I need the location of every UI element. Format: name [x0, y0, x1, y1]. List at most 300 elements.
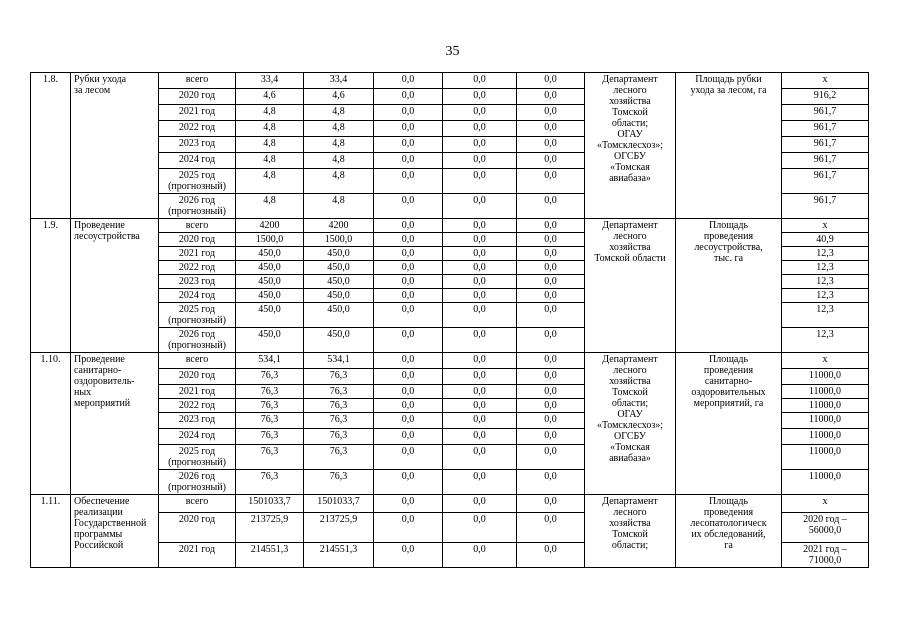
indicator-name-line: оздоровительных — [691, 387, 766, 398]
executor-line: Томской — [612, 529, 648, 540]
regional-value: 0,0 — [374, 495, 443, 513]
local-value: 0,0 — [443, 261, 517, 275]
federal-value: 534,1 — [304, 353, 374, 369]
period — [159, 470, 236, 495]
extrabudget-value: 0,0 — [517, 353, 585, 369]
period-line: 2021 год — [178, 106, 216, 117]
extrabudget-value: 0,0 — [517, 153, 585, 169]
period — [159, 73, 236, 89]
indicator-name-line: проведения — [703, 231, 754, 242]
indicator-value: 11000,0 — [782, 445, 869, 470]
total-value: 4,8 — [236, 121, 304, 137]
total-value: 33,4 — [236, 73, 304, 89]
local-value: 0,0 — [443, 353, 517, 369]
regional-value: 0,0 — [374, 261, 443, 275]
extrabudget-value: 0,0 — [517, 121, 585, 137]
executor-line: авиабаза» — [609, 173, 651, 184]
activity-name-line: мероприятий — [74, 398, 131, 409]
indicator-value-line: 71000,0 — [808, 555, 842, 566]
total-value: 76,3 — [236, 369, 304, 385]
indicator-value: 11000,0 — [782, 470, 869, 495]
total-value: 1500,0 — [236, 233, 304, 247]
local-value: 0,0 — [443, 153, 517, 169]
federal-value: 76,3 — [304, 445, 374, 470]
extrabudget-value: 0,0 — [517, 328, 585, 353]
period-line: (прогнозный) — [168, 340, 226, 351]
period — [159, 121, 236, 137]
executor-line: Департамент — [602, 496, 658, 507]
federal-value: 450,0 — [304, 303, 374, 328]
total-value: 76,3 — [236, 385, 304, 399]
federal-value: 4,8 — [304, 169, 374, 194]
activity-name-line: программы — [74, 529, 123, 540]
regional-value: 0,0 — [374, 543, 443, 568]
federal-value: 76,3 — [304, 369, 374, 385]
federal-value: 4,8 — [304, 194, 374, 219]
federal-value: 213725,9 — [304, 513, 374, 543]
period-line: 2024 год — [178, 430, 216, 441]
local-value: 0,0 — [443, 413, 517, 429]
local-value: 0,0 — [443, 495, 517, 513]
executor-line: ОГАУ — [617, 409, 643, 420]
regional-value: 0,0 — [374, 445, 443, 470]
executor-line: лесного — [613, 365, 647, 376]
extrabudget-value: 0,0 — [517, 543, 585, 568]
indicator-value: 961,7 — [782, 137, 869, 153]
regional-value: 0,0 — [374, 353, 443, 369]
executor-line: «Томская — [610, 162, 650, 173]
period-line: 2022 год — [178, 400, 216, 411]
regional-value: 0,0 — [374, 303, 443, 328]
regional-value: 0,0 — [374, 328, 443, 353]
extrabudget-value: 0,0 — [517, 247, 585, 261]
period-line: (прогнозный) — [168, 181, 226, 192]
period-line: (прогнозный) — [168, 206, 226, 217]
period-line: 2020 год — [178, 514, 216, 525]
regional-value: 0,0 — [374, 194, 443, 219]
federal-value: 450,0 — [304, 247, 374, 261]
extrabudget-value: 0,0 — [517, 261, 585, 275]
local-value: 0,0 — [443, 219, 517, 233]
section-number: 1.11. — [31, 495, 71, 568]
period — [159, 105, 236, 121]
regional-value: 0,0 — [374, 153, 443, 169]
activity-name-line: Рубки ухода — [74, 74, 127, 85]
extrabudget-value: 0,0 — [517, 445, 585, 470]
total-value: 4,8 — [236, 137, 304, 153]
indicator-name-line: проведения — [703, 365, 754, 376]
activity-name — [71, 495, 159, 568]
local-value: 0,0 — [443, 169, 517, 194]
period-line: всего — [185, 220, 209, 231]
executor-line: хозяйства — [609, 96, 651, 107]
activity-name-line: ных — [74, 387, 92, 398]
period-line: 2026 год — [178, 329, 216, 340]
executor-line: «Томсклесхоз»; — [596, 420, 664, 431]
activity-name-line: лесоустройства — [74, 231, 140, 242]
period — [159, 247, 236, 261]
total-value: 76,3 — [236, 413, 304, 429]
indicator-value: 961,7 — [782, 121, 869, 137]
regional-value: 0,0 — [374, 219, 443, 233]
executor-line: лесного — [613, 507, 647, 518]
section-number: 1.8. — [31, 73, 71, 219]
activity-name-line: реализации — [74, 507, 123, 518]
federal-value: 450,0 — [304, 261, 374, 275]
executor-line: Томской — [612, 107, 648, 118]
regional-value: 0,0 — [374, 169, 443, 194]
executor-line: «Томсклесхоз»; — [596, 140, 664, 151]
extrabudget-value: 0,0 — [517, 303, 585, 328]
extrabudget-value: 0,0 — [517, 194, 585, 219]
total-value: 534,1 — [236, 353, 304, 369]
activity-name — [71, 73, 159, 219]
period-line: 2026 год — [178, 195, 216, 206]
activity-name — [71, 219, 159, 353]
indicator-value — [782, 495, 869, 513]
executor-line: хозяйства — [609, 242, 651, 253]
regional-value: 0,0 — [374, 385, 443, 399]
executor-line: области; — [611, 540, 649, 551]
executor — [585, 219, 676, 353]
federal-value: 4,8 — [304, 137, 374, 153]
period-line: 2022 год — [178, 262, 216, 273]
executor-line: Департамент — [602, 74, 658, 85]
indicator-value: 40,9 — [782, 233, 869, 247]
local-value: 0,0 — [443, 429, 517, 445]
executor-line: области; — [611, 118, 649, 129]
executor-line: Департамент — [602, 220, 658, 231]
indicator-name-line: санитарно- — [704, 376, 753, 387]
local-value: 0,0 — [443, 369, 517, 385]
indicator-value-line: 56000,0 — [808, 525, 842, 536]
activity-name-line: оздоровитель- — [74, 376, 135, 387]
indicator-value: 12,3 — [782, 261, 869, 275]
federal-value: 4200 — [304, 219, 374, 233]
indicator-value: x — [782, 73, 869, 89]
local-value: 0,0 — [443, 385, 517, 399]
total-value: 4,8 — [236, 194, 304, 219]
regional-value: 0,0 — [374, 89, 443, 105]
extrabudget-value: 0,0 — [517, 513, 585, 543]
local-value: 0,0 — [443, 89, 517, 105]
local-value: 0,0 — [443, 399, 517, 413]
local-value: 0,0 — [443, 105, 517, 121]
total-value: 4,8 — [236, 153, 304, 169]
activity-name-line: Государственной — [74, 518, 147, 529]
extrabudget-value: 0,0 — [517, 399, 585, 413]
indicator-value: 12,3 — [782, 303, 869, 328]
indicator-name — [676, 219, 782, 353]
period-line: (прогнозный) — [168, 315, 226, 326]
table-row — [31, 353, 869, 369]
total-value: 4,8 — [236, 169, 304, 194]
indicator-value: 11000,0 — [782, 385, 869, 399]
indicator-value: x — [782, 219, 869, 233]
total-value: 450,0 — [236, 275, 304, 289]
regional-value: 0,0 — [374, 275, 443, 289]
indicator-name-line: мероприятий, га — [693, 398, 764, 409]
period — [159, 353, 236, 369]
total-value: 4,8 — [236, 105, 304, 121]
executor-line: ОГСБУ — [613, 151, 646, 162]
regional-value: 0,0 — [374, 247, 443, 261]
period-line: (прогнозный) — [168, 457, 226, 468]
period-line: всего — [185, 354, 209, 365]
federal-value: 4,8 — [304, 105, 374, 121]
regional-value: 0,0 — [374, 399, 443, 413]
period-line: 2021 год — [178, 544, 216, 555]
indicator-value — [782, 543, 869, 568]
indicator-name-line: ухода за лесом, га — [690, 85, 767, 96]
executor-line: ОГАУ — [617, 129, 643, 140]
indicator-value — [782, 513, 869, 543]
table-body — [31, 73, 869, 568]
period-line: 2020 год — [178, 234, 216, 245]
period — [159, 303, 236, 328]
total-value: 4,6 — [236, 89, 304, 105]
period — [159, 169, 236, 194]
total-value: 450,0 — [236, 289, 304, 303]
federal-value: 76,3 — [304, 470, 374, 495]
indicator-name-line: лесопатологическ — [690, 518, 767, 529]
period — [159, 495, 236, 513]
indicator-value: 916,2 — [782, 89, 869, 105]
executor-line: «Томская — [610, 442, 650, 453]
indicator-value: x — [782, 353, 869, 369]
indicator-value: 961,7 — [782, 194, 869, 219]
activity-name — [71, 353, 159, 495]
period-line: 2022 год — [178, 122, 216, 133]
section-number: 1.10. — [31, 353, 71, 495]
extrabudget-value: 0,0 — [517, 169, 585, 194]
period-line: 2021 год — [178, 248, 216, 259]
local-value: 0,0 — [443, 303, 517, 328]
total-value: 1501033,7 — [236, 495, 304, 513]
period — [159, 445, 236, 470]
indicator-name-line: га — [724, 540, 733, 551]
indicator-value-line: 2020 год – — [803, 514, 847, 525]
activity-name-line: Российской — [74, 540, 124, 551]
federal-value: 450,0 — [304, 289, 374, 303]
indicator-name-line: Площадь — [709, 220, 748, 231]
period-line: 2023 год — [178, 276, 216, 287]
total-value: 76,3 — [236, 429, 304, 445]
indicator-value: 12,3 — [782, 328, 869, 353]
extrabudget-value: 0,0 — [517, 137, 585, 153]
total-value: 450,0 — [236, 328, 304, 353]
executor-line: лесного — [613, 85, 647, 96]
period-line: 2024 год — [178, 290, 216, 301]
period — [159, 289, 236, 303]
regional-value: 0,0 — [374, 73, 443, 89]
activity-name-line: Проведение — [74, 220, 125, 231]
regional-value: 0,0 — [374, 513, 443, 543]
federal-value: 76,3 — [304, 413, 374, 429]
period — [159, 137, 236, 153]
regional-value: 0,0 — [374, 121, 443, 137]
local-value: 0,0 — [443, 445, 517, 470]
federal-value: 1501033,7 — [304, 495, 374, 513]
period-line: 2021 год — [178, 386, 216, 397]
period-line: 2025 год — [178, 304, 216, 315]
period — [159, 153, 236, 169]
local-value: 0,0 — [443, 73, 517, 89]
period — [159, 219, 236, 233]
federal-value: 1500,0 — [304, 233, 374, 247]
extrabudget-value: 0,0 — [517, 233, 585, 247]
local-value: 0,0 — [443, 470, 517, 495]
activity-name-line: за лесом — [74, 85, 111, 96]
indicator-value: 12,3 — [782, 275, 869, 289]
indicator-name-line: Площадь рубки — [695, 74, 762, 85]
federal-value: 33,4 — [304, 73, 374, 89]
federal-value: 76,3 — [304, 385, 374, 399]
regional-value: 0,0 — [374, 429, 443, 445]
period — [159, 89, 236, 105]
total-value: 450,0 — [236, 261, 304, 275]
executor-line: области; — [611, 398, 649, 409]
table-row — [31, 73, 869, 89]
indicator-name-line: Площадь — [709, 496, 748, 507]
extrabudget-value: 0,0 — [517, 89, 585, 105]
activity-name-line: санитарно- — [74, 365, 122, 376]
period-line: 2025 год — [178, 170, 216, 181]
executor-line: хозяйства — [609, 376, 651, 387]
regional-value: 0,0 — [374, 137, 443, 153]
period-line: 2023 год — [178, 138, 216, 149]
local-value: 0,0 — [443, 233, 517, 247]
indicator-value: 12,3 — [782, 247, 869, 261]
federal-value: 76,3 — [304, 399, 374, 413]
local-value: 0,0 — [443, 289, 517, 303]
total-value: 214551,3 — [236, 543, 304, 568]
table-row — [31, 495, 869, 513]
executor-line: хозяйства — [609, 518, 651, 529]
period — [159, 513, 236, 543]
period-line: 2024 год — [178, 154, 216, 165]
executor-line: лесного — [613, 231, 647, 242]
regional-value: 0,0 — [374, 369, 443, 385]
indicator-value: 12,3 — [782, 289, 869, 303]
indicator-value: 11000,0 — [782, 413, 869, 429]
period — [159, 399, 236, 413]
period-line: 2020 год — [178, 370, 216, 381]
total-value: 76,3 — [236, 399, 304, 413]
extrabudget-value: 0,0 — [517, 73, 585, 89]
period — [159, 413, 236, 429]
extrabudget-value: 0,0 — [517, 495, 585, 513]
indicator-name — [676, 353, 782, 495]
period-line: (прогнозный) — [168, 482, 226, 493]
regional-value: 0,0 — [374, 289, 443, 303]
period — [159, 429, 236, 445]
total-value: 4200 — [236, 219, 304, 233]
local-value: 0,0 — [443, 121, 517, 137]
period — [159, 385, 236, 399]
extrabudget-value: 0,0 — [517, 275, 585, 289]
extrabudget-value: 0,0 — [517, 429, 585, 445]
indicator-name-line: их обследований, — [691, 529, 766, 540]
executor-line: Департамент — [602, 354, 658, 365]
executor — [585, 353, 676, 495]
local-value: 0,0 — [443, 543, 517, 568]
regional-value: 0,0 — [374, 413, 443, 429]
period — [159, 328, 236, 353]
extrabudget-value: 0,0 — [517, 413, 585, 429]
indicator-value-line: 2021 год – — [803, 544, 847, 555]
program-table — [30, 72, 869, 568]
period-line: всего — [185, 496, 209, 507]
period — [159, 369, 236, 385]
extrabudget-value: 0,0 — [517, 219, 585, 233]
local-value: 0,0 — [443, 247, 517, 261]
federal-value: 214551,3 — [304, 543, 374, 568]
table-row — [31, 219, 869, 233]
period-line: 2026 год — [178, 471, 216, 482]
executor-line: Томской области — [594, 253, 666, 264]
period — [159, 233, 236, 247]
activity-name-line: Проведение — [74, 354, 125, 365]
local-value: 0,0 — [443, 513, 517, 543]
indicator-value: 11000,0 — [782, 369, 869, 385]
period-line: всего — [185, 74, 209, 85]
local-value: 0,0 — [443, 137, 517, 153]
extrabudget-value: 0,0 — [517, 385, 585, 399]
indicator-value: 11000,0 — [782, 429, 869, 445]
executor — [585, 495, 676, 568]
regional-value: 0,0 — [374, 233, 443, 247]
local-value: 0,0 — [443, 328, 517, 353]
federal-value: 450,0 — [304, 328, 374, 353]
total-value: 450,0 — [236, 247, 304, 261]
indicator-name-line: лесоустройства, — [694, 242, 763, 253]
total-value: 76,3 — [236, 445, 304, 470]
extrabudget-value: 0,0 — [517, 470, 585, 495]
regional-value: 0,0 — [374, 470, 443, 495]
indicator-name — [676, 73, 782, 219]
executor-line: Томской — [612, 387, 648, 398]
activity-name-line: Обеспечение — [74, 496, 130, 507]
federal-value: 4,8 — [304, 121, 374, 137]
indicator-value: 961,7 — [782, 153, 869, 169]
extrabudget-value: 0,0 — [517, 105, 585, 121]
period-line: 2025 год — [178, 446, 216, 457]
period — [159, 275, 236, 289]
indicator-name — [676, 495, 782, 568]
total-value: 76,3 — [236, 470, 304, 495]
indicator-name-line: Площадь — [709, 354, 748, 365]
period — [159, 261, 236, 275]
extrabudget-value: 0,0 — [517, 369, 585, 385]
local-value: 0,0 — [443, 194, 517, 219]
period — [159, 194, 236, 219]
federal-value: 76,3 — [304, 429, 374, 445]
section-number: 1.9. — [31, 219, 71, 353]
executor-line: ОГСБУ — [613, 431, 646, 442]
federal-value: 4,8 — [304, 153, 374, 169]
indicator-name-line: тыс. га — [713, 253, 744, 264]
indicator-value: 11000,0 — [782, 399, 869, 413]
period-line: 2023 год — [178, 414, 216, 425]
page-number: 35 — [445, 44, 460, 59]
indicator-value: 961,7 — [782, 105, 869, 121]
indicator-value: 961,7 — [782, 169, 869, 194]
indicator-name-line: проведения — [703, 507, 754, 518]
total-value: 213725,9 — [236, 513, 304, 543]
indicator-value-line: x — [822, 496, 828, 507]
total-value: 450,0 — [236, 303, 304, 328]
